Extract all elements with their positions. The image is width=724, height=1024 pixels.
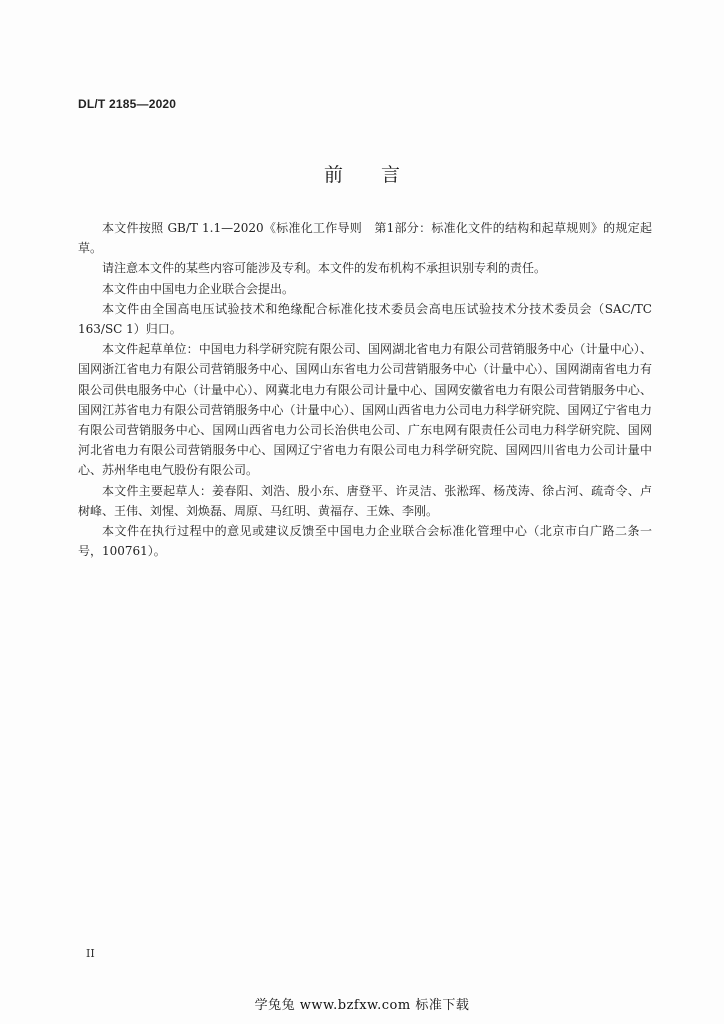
foreword-body: [78, 218, 652, 561]
paragraph-feedback: 本文件在执行过程中的意见或建议反馈至中国电力企业联合会标准化管理中心（北京市白广路二条一号，100761）。: [78, 524, 652, 559]
standard-code: DL/T 2185—2020: [78, 97, 177, 111]
download-watermark: 学兔兔 www.bzfxw.com 标准下载: [254, 998, 470, 1013]
paragraph-drafting-units: 本文件起草单位：中国电力科学研究院有限公司、国网湖北省电力有限公司营销服务中心（计量中心）、国网浙江省电力有限公司营销服务中心、国网山东省电力公司营销服务中心（计量中心）、国网湖南省电力有限公司供电服务中心（计量中心）、网冀北电力有限公司计量中心、国网安徽省电力有限公司营销服务中心、国网江苏省电力有限公司营销服务中心（计量中心）、国网山西省电力公司电力科学研究院、国网辽宁省电力有限公司营销服务中心、国网山西省电力公司长治供电公司、广东电网有限责任公司电力科学研究院、国网河北省电力有限公司营销服务中心、国网辽宁省电力有限公司电力科学研究院、国网四川省电力公司计量中心、苏州华电电气股份有限公司。: [78, 342, 652, 478]
paragraph-patent-notice: 请注意本文件的某些内容可能涉及专利。本文件的发布机构不承担识别专利的责任。: [102, 261, 547, 276]
paragraph-drafters: 本文件主要起草人：姜春阳、刘浩、殷小东、唐登平、许灵洁、张淞珲、杨茂涛、徐占河、疏奇令、卢树峰、王伟、刘惺、刘焕磊、周原、马红明、黄福存、王姝、李刚。: [78, 483, 652, 518]
paragraph-governing-committee: 本文件由全国高电压试验技术和绝缘配合标准化技术委员会高电压试验技术分技术委员会（SAC/TC 163/SC 1）归口。: [78, 301, 652, 337]
page-number: II: [86, 947, 95, 960]
paragraph-drafting-rules: 本文件按照 GB/T 1.1—2020《标准化工作导则 第1部分：标准化文件的结构和起草规则》的规定起草。: [78, 221, 652, 256]
page-title: 前言: [323, 164, 438, 186]
paragraph-proposer: 本文件由中国电力企业联合会提出。: [102, 281, 295, 296]
